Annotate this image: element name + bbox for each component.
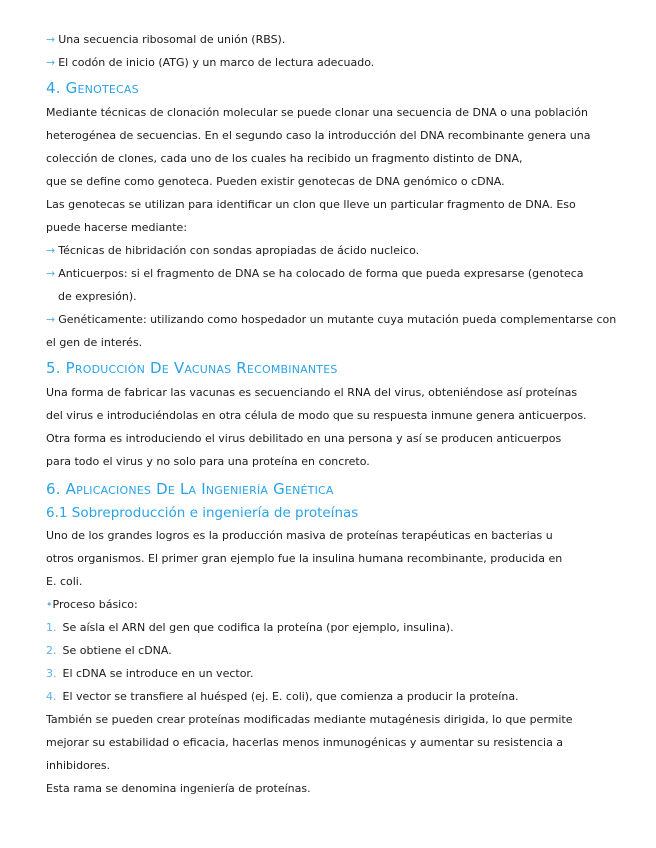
paragraph-line: También se pueden crear proteínas modificadas mediante mutagénesis dirigida, lo que permite <box>46 713 573 726</box>
paragraph-line: Esta rama se denomina ingeniería de proteínas. <box>46 782 311 795</box>
subheading-sobreproduccion: 6.1 Sobreproducción e ingeniería de proteínas <box>46 505 359 521</box>
bullet-hibridacion: → Técnicas de hibridación con sondas apropiadas de ácido nucleico. <box>46 244 420 257</box>
step-item: 1. Se aísla el ARN del gen que codifica la proteína (por ejemplo, insulina). <box>46 621 454 634</box>
heading-genotecas: 4. Genotecas <box>46 79 139 97</box>
paragraph-line: heterogénea de secuencias. En el segundo caso la introducción del DNA recombinante genera una <box>46 129 591 142</box>
paragraph-line: Una forma de fabricar las vacunas es secuenciando el RNA del virus, obteniéndose así proteínas <box>46 386 578 399</box>
bullet-anticuerpos-cont: de expresión). <box>58 290 137 303</box>
bullet-start-codon: → El codón de inicio (ATG) y un marco de lectura adecuado. <box>46 56 375 69</box>
bullet-rbs: → Una secuencia ribosomal de unión (RBS). <box>46 33 286 46</box>
paragraph-line: Mediante técnicas de clonación molecular se puede clonar una secuencia de DNA o una población <box>46 106 588 119</box>
paragraph-line: Otra forma es introduciendo el virus debilitado en una persona y así se producen anticuerpos <box>46 432 562 445</box>
bullet-anticuerpos: → Anticuerpos: si el fragmento de DNA se ha colocado de forma que pueda expresarse (genoteca <box>46 267 584 280</box>
arrow-icon: → <box>46 267 56 280</box>
paragraph-line: Las genotecas se utilizan para identificar un clon que lleve un particular fragmento de DNA. Eso <box>46 198 576 211</box>
heading-vacunas: 5. Producción De Vacunas Recombinantes <box>46 359 338 377</box>
paragraph-line: Uno de los grandes logros es la producción masiva de proteínas terapéuticas en bacterias u <box>46 529 553 542</box>
bullet-geneticamente-cont: el gen de interés. <box>46 336 143 349</box>
heading-aplicaciones: 6. Aplicaciones De La Ingeniería Genética <box>46 480 334 498</box>
arrow-icon: → <box>46 33 56 46</box>
step-item: 4. El vector se transfiere al huésped (ej. E. coli), que comienza a producir la proteína. <box>46 690 519 703</box>
step-item: 3. El cDNA se introduce en un vector. <box>46 667 254 680</box>
paragraph-line: que se define como genoteca. Pueden existir genotecas de DNA genómico o cDNA. <box>46 175 505 188</box>
paragraph-line: inhibidores. <box>46 759 111 772</box>
arrow-icon: → <box>46 313 56 326</box>
bullet-dot-icon: • <box>46 598 53 611</box>
bullet-geneticamente: → Genéticamente: utilizando como hospedador un mutante cuya mutación pueda complementarse con <box>46 313 617 326</box>
paragraph-line: para todo el virus y no solo para una proteína en concreto. <box>46 455 370 468</box>
step-item: 2. Se obtiene el cDNA. <box>46 644 172 657</box>
paragraph-line: colección de clones, cada uno de los cuales ha recibido un fragmento distinto de DNA, <box>46 152 523 165</box>
paragraph-line: mejorar su estabilidad o eficacia, hacerlas menos inmunogénicas y aumentar su resistencia a <box>46 736 564 749</box>
paragraph-line: otros organismos. El primer gran ejemplo fue la insulina humana recombinante, producida en <box>46 552 563 565</box>
arrow-icon: → <box>46 56 56 69</box>
paragraph-line: puede hacerse mediante: <box>46 221 188 234</box>
paragraph-line: del virus e introduciéndolas en otra célula de modo que su respuesta inmune genera anticuerpos. <box>46 409 587 422</box>
arrow-icon: → <box>46 244 56 257</box>
proceso-label: •Proceso básico: <box>46 598 138 611</box>
paragraph-line: E. coli. <box>46 575 83 588</box>
